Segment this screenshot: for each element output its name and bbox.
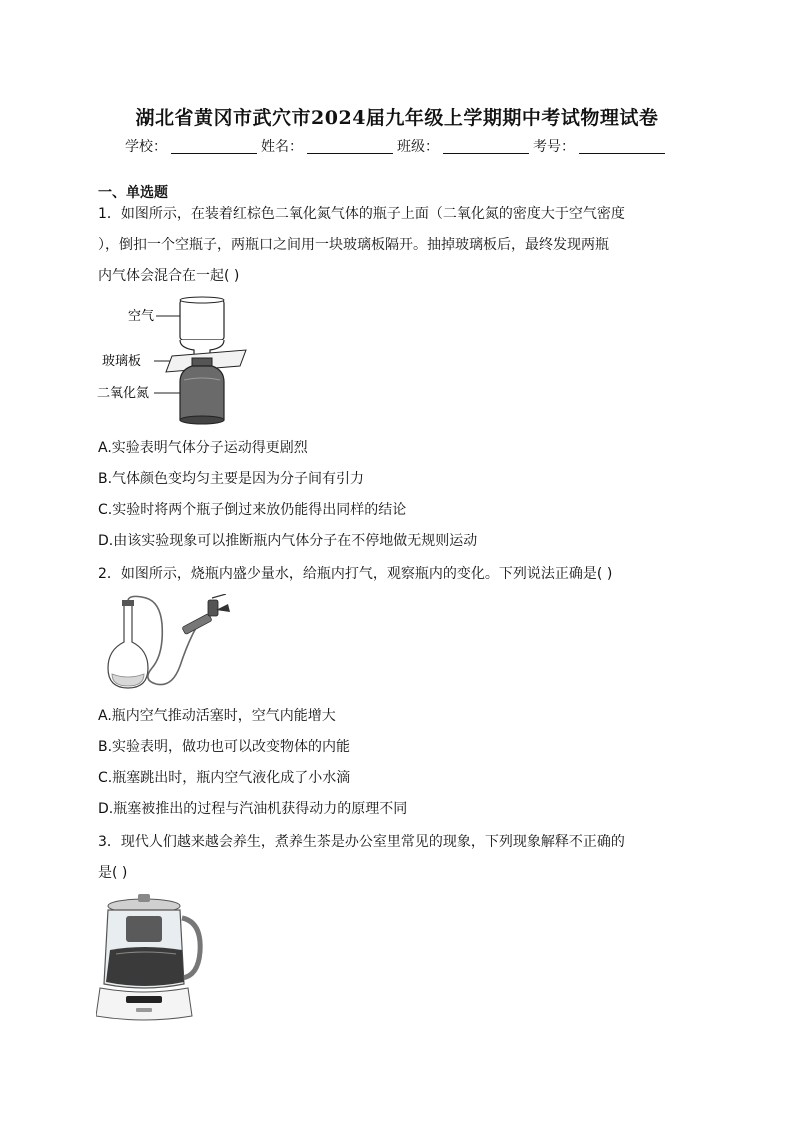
pump-icon: [182, 594, 230, 635]
question-1-option-d[interactable]: D.由该实验现象可以推断瓶内气体分子在不停地做无规则运动: [98, 533, 478, 549]
question-2-option-a[interactable]: A.瓶内空气推动活塞时，空气内能增大: [98, 708, 336, 724]
class-blank: [443, 139, 529, 154]
exam-number-field: [533, 136, 669, 156]
question-1-line-3: 内气体会混合在一起( ): [98, 268, 240, 284]
figure-label-glass-plate: 玻璃板: [102, 354, 142, 369]
question-1-option-b[interactable]: B.气体颜色变均匀主要是因为分子间有引力: [98, 471, 365, 487]
class-label: 班级：: [397, 139, 439, 155]
student-info-row: [0, 136, 794, 156]
question-2-option-c[interactable]: C.瓶塞跳出时，瓶内空气液化成了小水滴: [98, 770, 351, 786]
figure-label-air: 空气: [128, 309, 155, 324]
question-1-option-a[interactable]: A.实验表明气体分子运动得更剧烈: [98, 440, 308, 456]
flask-pump-figure: [100, 594, 232, 694]
question-1-option-c[interactable]: C.实验时将两个瓶子倒过来放仍能得出同样的结论: [98, 502, 407, 518]
name-blank: [307, 139, 393, 154]
question-1-line-2: ），倒扣一个空瓶子，两瓶口之间用一块玻璃板隔开。抽掉玻璃板后，最终发现两瓶: [98, 237, 609, 253]
flask-icon: [108, 600, 148, 688]
name-label: 姓名：: [261, 139, 303, 155]
school-label: 学校：: [125, 139, 167, 155]
exam-number-label: 考号：: [533, 139, 575, 155]
section-title: 一、单选题: [98, 185, 168, 201]
class-field: [397, 136, 533, 156]
school-blank: [171, 139, 257, 154]
health-kettle-icon: [96, 894, 200, 1020]
question-1-line-1: 1．如图所示，在装着红棕色二氧化氮气体的瓶子上面（二氧化氮的密度大于空气密度: [98, 206, 625, 222]
no2-bottle-icon: [180, 358, 224, 424]
school-field: [125, 136, 261, 156]
question-2-line-1: 2．如图所示，烧瓶内盛少量水，给瓶内打气，观察瓶内的变化。下列说法正确是( ): [98, 566, 613, 582]
question-2-option-b[interactable]: B.实验表明，做功也可以改变物体的内能: [98, 739, 351, 755]
question-3-line-1: 3．现代人们越来越会养生，煮养生茶是办公室里常见的现象，下列现象解释不正确的: [98, 834, 625, 850]
question-3-line-2: 是( ): [98, 865, 128, 881]
diffusion-bottles-figure: [96, 296, 256, 428]
name-field: [261, 136, 397, 156]
air-bottle-icon: [180, 297, 224, 356]
tea-kettle-figure: [96, 892, 206, 1024]
exam-number-blank: [579, 139, 665, 154]
figure-label-no2: 二氧化氮: [97, 386, 150, 401]
question-2-option-d[interactable]: D.瓶塞被推出的过程与汽油机获得动力的原理不同: [98, 801, 408, 817]
exam-title: 湖北省黄冈市武穴市2024届九年级上学期期中考试物理试卷: [135, 107, 659, 129]
